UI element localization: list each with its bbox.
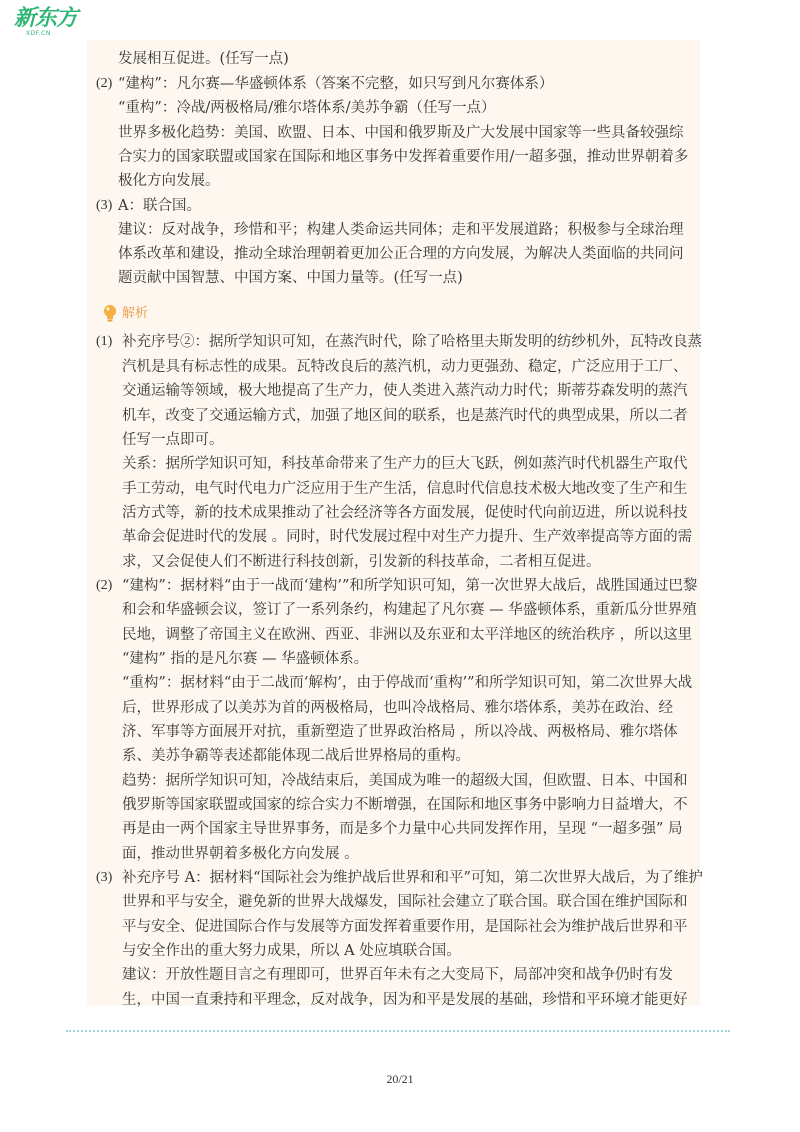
answer-line: 世界多极化趋势：美国、欧盟、日本、中国和俄罗斯及广大发展中国家等一些具备较强综 <box>118 125 684 141</box>
analysis-line: “建构”：据材料“由于一战而‘建构’”和所学知识可知，第一次世界大战后，战胜国通过巴黎 <box>122 578 698 594</box>
answer-line: 合实力的国家联盟或国家在国际和地区事务中发挥着重要作用/一超多强，推动世界朝着多 <box>118 149 689 165</box>
analysis-line: 求，又会促使人们不断进行科技创新，引发新的科技革命，二者相互促进。 <box>122 554 601 570</box>
answer-line: 题贡献中国智慧、中国方案、中国力量等。(任写一点) <box>118 270 463 286</box>
analysis-line: 交通运输等领域，极大地提高了生产力，使人类进入蒸汽动力时代；斯蒂芬森发明的蒸汽 <box>122 383 688 399</box>
answer-line: 体系改革和建设，推动全球治理朝着更加公正合理的方向发展，为解决人类面临的共同问 <box>118 246 684 262</box>
analysis-item-number: (3) <box>96 870 113 885</box>
analysis-line: 关系：据所学知识可知，科技革命带来了生产力的巨大飞跃，例如蒸汽时代机器生产取代 <box>122 456 688 472</box>
lightbulb-icon <box>102 304 118 324</box>
answer-item-number: (3) <box>96 198 113 213</box>
analysis-line: “建构” 指的是凡尔赛 — 华盛顿体系。 <box>122 651 369 667</box>
analysis-line: 平与安全、促进国际合作与发展等方面发挥着重要作用，是国际社会为维护战后世界和平 <box>122 919 688 935</box>
analysis-line: 后，世界形成了以美苏为首的两极格局，也叫冷战格局、雅尔塔体系，美苏在政治、经 <box>122 700 673 716</box>
analysis-line: 生，中国一直秉持和平理念，反对战争，因为和平是发展的基础，珍惜和平环境才能更好 <box>122 992 688 1008</box>
analysis-line: 手工劳动，电气时代电力广泛应用于生产生活，信息时代信息技术极大地改变了生产和生 <box>122 481 688 497</box>
analysis-line: 面，推动世界朝着多极化方向发展 。 <box>122 846 359 862</box>
answer-line: “重构”：冷战/两极格局/雅尔塔体系/美苏争霸（任写一点） <box>118 100 496 116</box>
analysis-line: 机车，改变了交通运输方式，加强了地区间的联系，也是蒸汽时代的典型成果，所以二者 <box>122 408 688 424</box>
footer-divider <box>66 1030 730 1032</box>
analysis-item-number: (1) <box>96 334 113 349</box>
analysis-line: 补充序号 A：据材料“国际社会为维护战后世界和和平”可知，第二次世界大战后，为了维护 <box>122 870 703 886</box>
analysis-line: “重构”：据材料“由于二战而‘解构’，由于停战而‘重构’”和所学知识可知，第二次世界大战 <box>122 675 693 691</box>
answer-item-number: (2) <box>96 76 113 91</box>
analysis-header <box>102 304 148 324</box>
logo-domain: XDF.CN <box>26 30 51 37</box>
answer-line: 建议：反对战争，珍惜和平；构建人类命运共同体；走和平发展道路；积极参与全球治理 <box>118 222 684 238</box>
logo-wordmark: 新东方 <box>14 6 78 31</box>
answer-line: “建构”：凡尔赛—华盛顿体系（答案不完整，如只写到凡尔赛体系） <box>118 76 554 92</box>
answer-line: 极化方向发展。 <box>118 173 220 189</box>
analysis-label: 解析 <box>122 305 149 321</box>
answer-line: A：联合国。 <box>118 198 201 214</box>
page-number: 20/21 <box>386 1072 414 1086</box>
analysis-line: 与安全作出的重大努力成果，所以 A 处应填联合国。 <box>122 943 461 959</box>
analysis-line: 革命会促进时代的发展 。同时，时代发展过程中对生产力提升、生产效率提高等方面的需 <box>122 529 693 545</box>
analysis-item-number: (2) <box>96 578 113 593</box>
analysis-line: 世界和平与安全，避免新的世界大战爆发，国际社会建立了联合国。联合国在维护国际和 <box>122 894 688 910</box>
analysis-line: 民地，调整了帝国主义在欧洲、西亚、非洲以及东亚和太平洋地区的统治秩序 ，所以这里 <box>122 627 693 643</box>
analysis-line: 济、军事等方面展开对抗，重新塑造了世界政治格局 ，所以冷战、两极格局、雅尔塔体 <box>122 724 678 740</box>
analysis-line: 建议：开放性题目言之有理即可，世界百年未有之大变局下，局部冲突和战争仍时有发 <box>122 967 673 983</box>
analysis-line: 任写一点即可。 <box>122 432 224 448</box>
analysis-line: 系、美苏争霸等表述都能体现二战后世界格局的重构。 <box>122 748 470 764</box>
analysis-line: 俄罗斯等国家联盟或国家的综合实力不断增强，在国际和地区事务中影响力日益增大，不 <box>122 797 688 813</box>
analysis-line: 趋势：据所学知识可知，冷战结束后，美国成为唯一的超级大国，但欧盟、日本、中国和 <box>122 773 688 789</box>
analysis-line: 再是由一两个国家主导世界事务，而是多个力量中心共同发挥作用，呈现 “一超多强” 局 <box>122 821 683 837</box>
analysis-line: 和会和华盛顿会议，签订了一系列条约，构建起了凡尔赛 — 华盛顿体系，重新瓜分世界殖 <box>122 602 697 618</box>
analysis-line: 活方式等，新的技术成果推动了社会经济等各方面发展，促使时代向前迈进，所以说科技 <box>122 505 688 521</box>
answer-line: 发展相互促进。(任写一点) <box>118 51 289 67</box>
analysis-line: 补充序号②：据所学知识可知，在蒸汽时代，除了哈格里夫斯发明的纺纱机外，瓦特改良蒸 <box>122 334 702 350</box>
analysis-line: 汽机是具有标志性的成果。瓦特改良后的蒸汽机，动力更强劲、稳定，广泛应用于工厂、 <box>122 359 688 375</box>
